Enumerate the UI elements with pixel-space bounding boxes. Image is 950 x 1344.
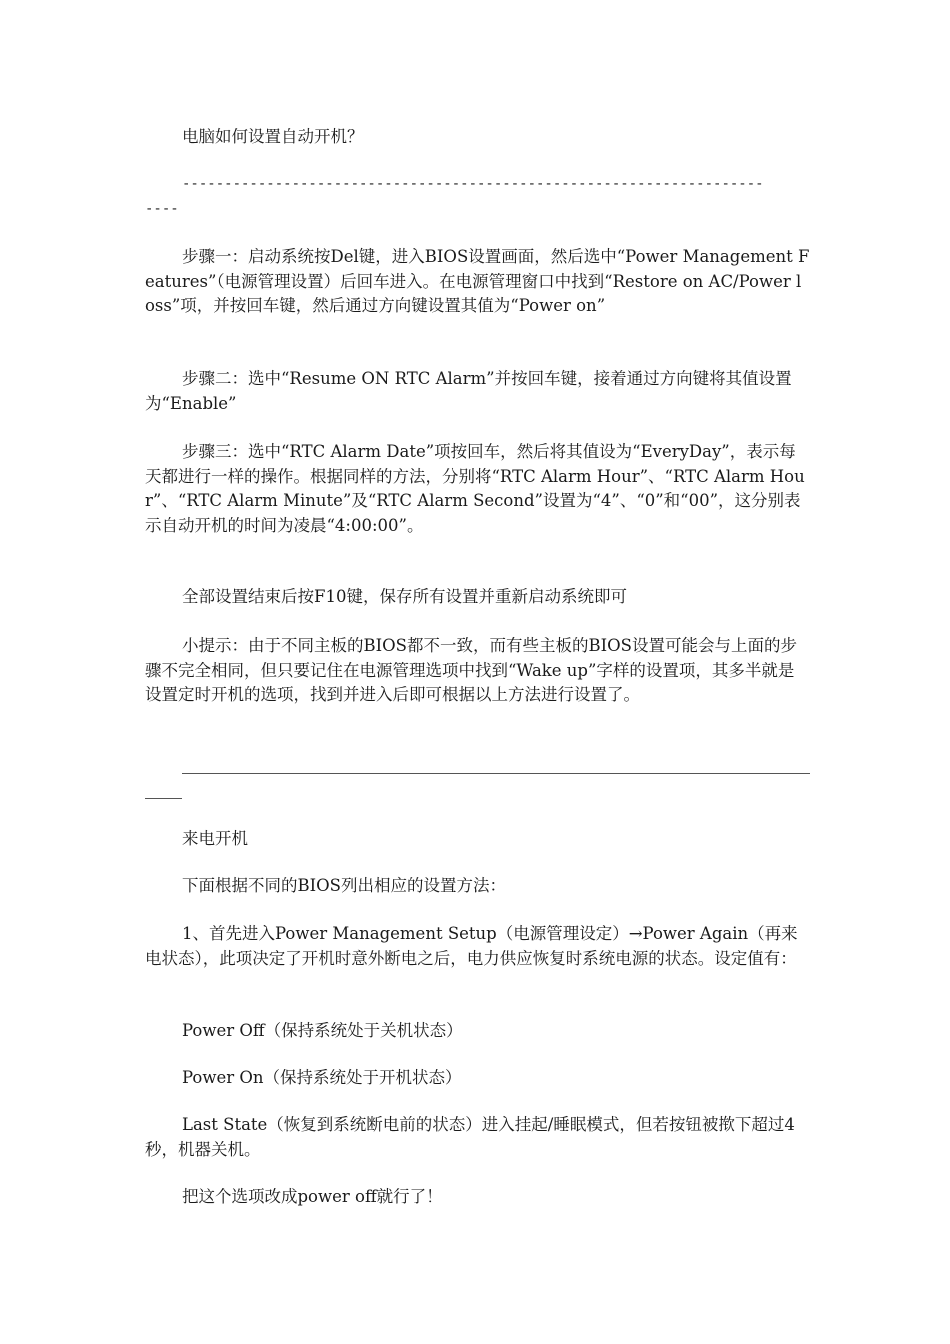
- separator-dashes-tail: ----: [145, 201, 179, 217]
- separator-rule: [182, 773, 810, 774]
- conclusion-paragraph: 把这个选项改成power off就行了！: [182, 1187, 443, 1206]
- step-3-paragraph: 步骤三：选中“RTC Alarm Date”项按回车，然后将其值设为“EveryDay”，表示每天都进行一样的操作。根据同样的方法，分别将“RTC Alarm Hour”、“RTC Alarm Hour”、“RTC Alarm Minute”及“RTC Alarm Second”设置为“4”、“0”和“00”，这分别表示自动开机的时间为凌晨“4:00:00”。: [145, 442, 805, 535]
- option-power-off: Power Off（保持系统处于关机状态）: [182, 1021, 463, 1040]
- tip-paragraph: 小提示：由于不同主板的BIOS都不一致，而有些主板的BIOS设置可能会与上面的步骤不完全相同，但只要记住在电源管理选项中找到“Wake up”字样的设置项，其多半就是设置定时开机的选项，找到并进入后即可根据以上方法进行设置了。: [145, 636, 797, 704]
- option-power-on: Power On（保持系统处于开机状态）: [182, 1068, 462, 1087]
- separator-dashes: ---------------------------------------------------------------------: [182, 176, 764, 192]
- separator-rule-tail: [145, 798, 182, 799]
- item-1-paragraph: 1、首先进入Power Management Setup（电源管理设定）→Power Again（再来电状态），此项决定了开机时意外断电之后，电力供应恢复时系统电源的状态。设定值有：: [145, 924, 798, 968]
- section-intro: 下面根据不同的BIOS列出相应的设置方法：: [182, 876, 506, 895]
- step-1-paragraph: 步骤一：启动系统按Del键，进入BIOS设置画面，然后选中“Power Management Features”（电源管理设置）后回车进入。在电源管理窗口中找到“Restore on AC/Power loss”项，并按回车键，然后通过方向键设置其值为“Power on”: [145, 247, 810, 315]
- page-title: 电脑如何设置自动开机？: [182, 127, 364, 146]
- finish-paragraph: 全部设置结束后按F10键，保存所有设置并重新启动系统即可: [182, 587, 627, 606]
- section-heading: 来电开机: [182, 829, 248, 848]
- step-2-paragraph: 步骤二：选中“Resume ON RTC Alarm”并按回车键，接着通过方向键将其值设置为“Enable”: [145, 369, 792, 413]
- option-last-state: Last State（恢复到系统断电前的状态）进入挂起/睡眠模式，但若按钮被揿下超过4秒，机器关机。: [145, 1115, 795, 1159]
